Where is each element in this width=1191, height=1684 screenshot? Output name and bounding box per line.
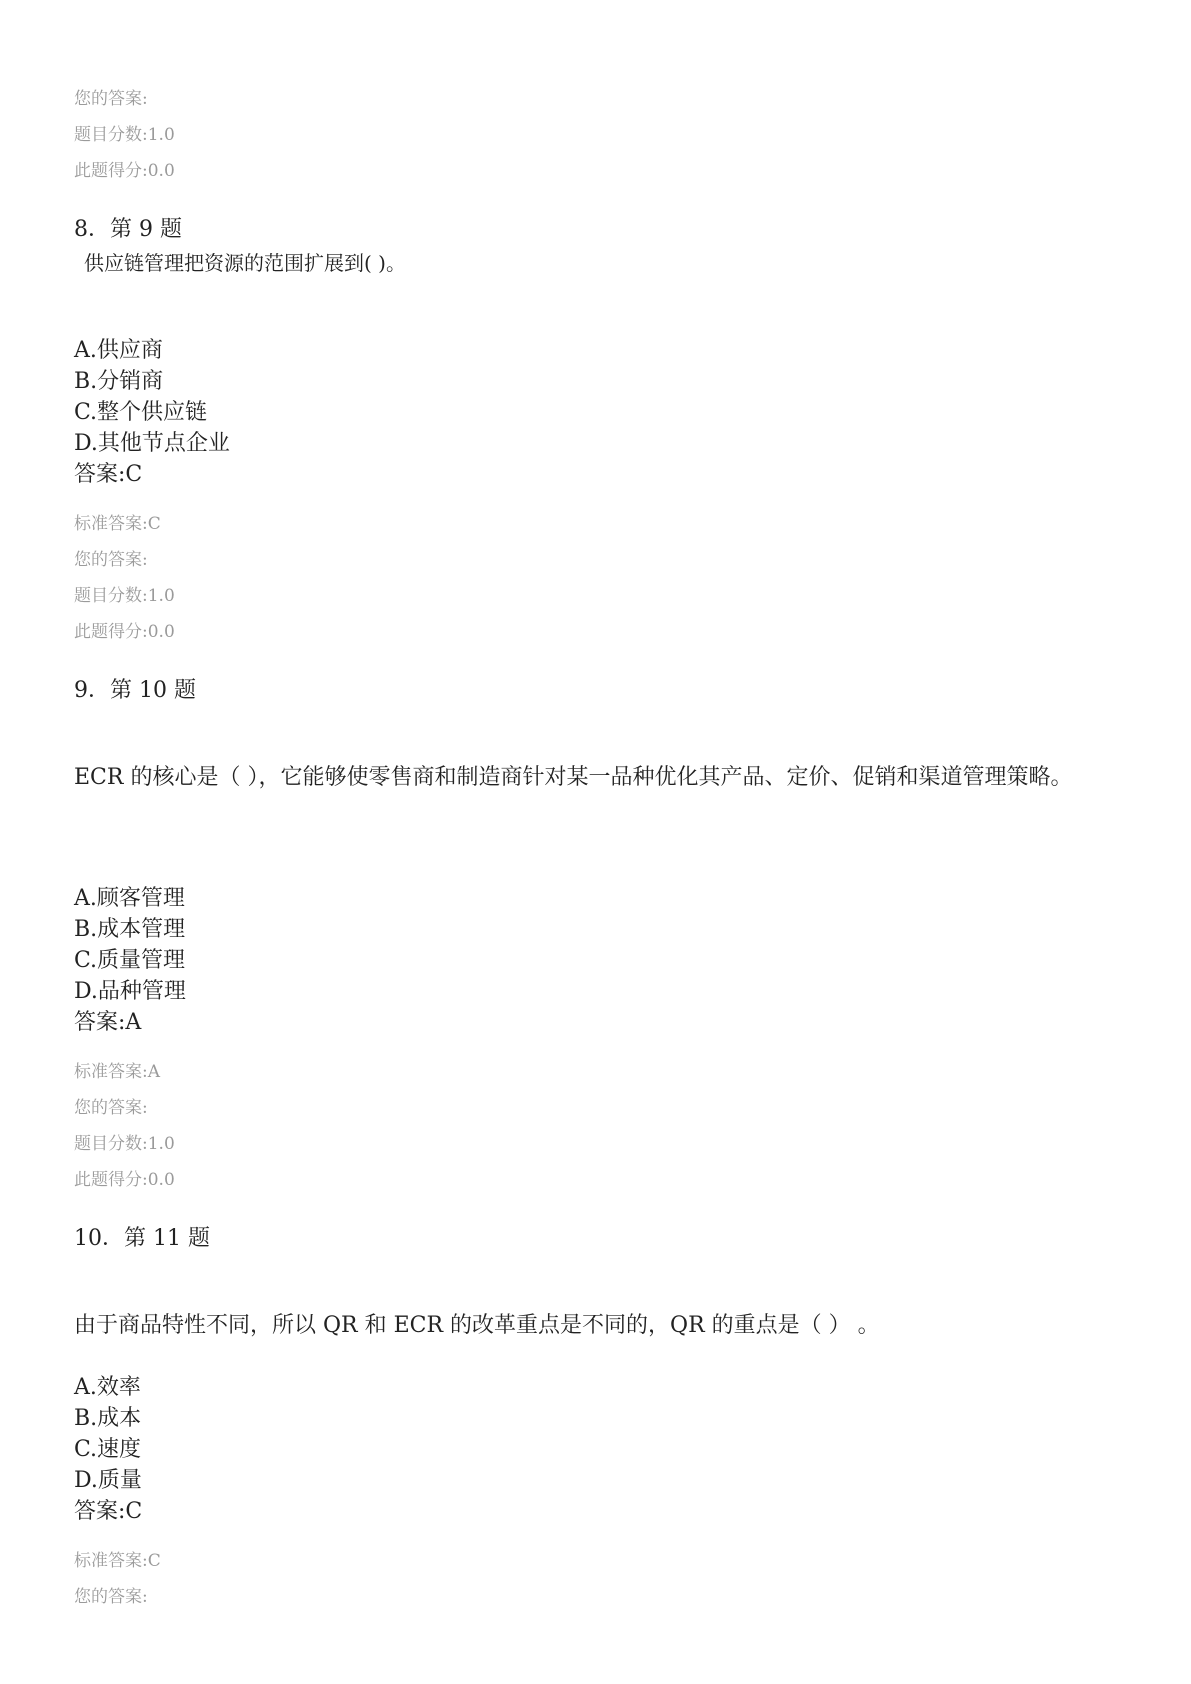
answer-line: 答案:C [74,1499,143,1524]
option-b: B.分销商 [74,369,164,394]
option-d: D.其他节点企业 [74,431,230,456]
option-a: A.顾客管理 [74,886,185,911]
option-c: C.整个供应链 [74,400,208,425]
answer-line: 答案:A [74,1010,142,1035]
option-b: B.成本管理 [74,917,186,942]
option-d: D.质量 [74,1468,142,1493]
your-answer-label: 您的答案: [74,89,148,109]
standard-answer: 标准答案:C [74,1551,161,1571]
option-b: B.成本 [74,1406,142,1431]
question-text: ECR 的核心是（ ），它能够使零售商和制造商针对某一品种优化其产品、定价、促销和渠道管理策略。 [74,765,1073,790]
answer-line: 答案:C [74,462,143,487]
option-c: C.质量管理 [74,948,186,973]
question-score: 题目分数:1.0 [74,586,175,606]
question-score: 题目分数:1.0 [74,1134,175,1154]
earned-score: 此题得分:0.0 [74,161,175,181]
question-score: 题目分数:1.0 [74,125,175,145]
your-answer-label: 您的答案: [74,1098,148,1118]
question-heading: 10．第 11 题 [74,1226,210,1251]
option-d: D.品种管理 [74,979,186,1004]
question-heading: 9．第 10 题 [74,678,196,703]
option-c: C.速度 [74,1437,142,1462]
question-heading: 8．第 9 题 [74,217,182,242]
your-answer-label: 您的答案: [74,550,148,570]
standard-answer: 标准答案:A [74,1062,161,1082]
earned-score: 此题得分:0.0 [74,622,175,642]
question-text: 供应链管理把资源的范围扩展到( )。 [84,251,406,275]
earned-score: 此题得分:0.0 [74,1170,175,1190]
option-a: A.供应商 [74,338,163,363]
your-answer-label: 您的答案: [74,1587,148,1607]
option-a: A.效率 [74,1375,141,1400]
standard-answer: 标准答案:C [74,514,161,534]
question-text: 由于商品特性不同，所以 QR 和 ECR 的改革重点是不同的，QR 的重点是（ ） 。 [74,1313,880,1338]
